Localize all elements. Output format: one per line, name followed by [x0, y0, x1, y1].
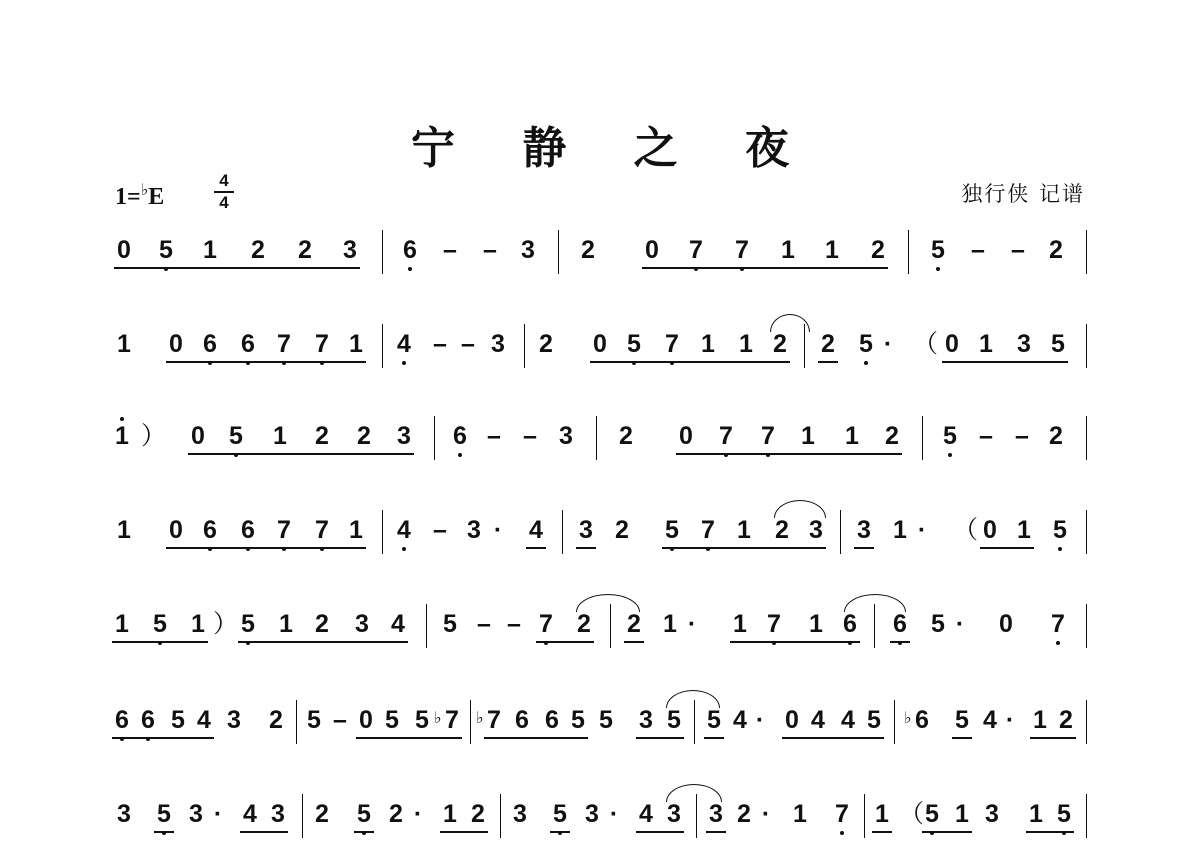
beat-underline	[484, 737, 588, 739]
tie-slur	[576, 594, 640, 612]
note: 4	[983, 706, 997, 734]
note: 4	[529, 516, 543, 544]
barline	[382, 230, 383, 274]
note: 4	[197, 706, 211, 734]
barline	[382, 324, 383, 368]
note: 3	[667, 800, 681, 828]
bracket: （	[953, 516, 979, 544]
sustain-dash: –	[487, 422, 501, 450]
note: 7	[1049, 610, 1067, 638]
note: 6	[515, 706, 529, 734]
note: 1	[117, 516, 131, 544]
note: 1	[443, 800, 457, 828]
note: 0	[191, 422, 205, 450]
note: 7	[275, 330, 293, 358]
note: 1	[1033, 706, 1047, 734]
note: 3	[585, 800, 599, 828]
note: 6	[841, 610, 859, 638]
note: 6 ♭	[904, 706, 929, 734]
beat-underline	[166, 361, 366, 363]
note: 0	[117, 236, 131, 264]
note: 3	[467, 516, 481, 544]
bracket: （	[913, 330, 939, 358]
lower-octave-dot	[936, 267, 940, 271]
note: 0	[983, 516, 997, 544]
note: 1	[893, 516, 907, 544]
beat-underline	[782, 737, 884, 739]
note: 1	[825, 236, 839, 264]
flat-accidental: ♭	[904, 708, 912, 727]
note: 1	[117, 330, 131, 358]
tie-slur	[666, 690, 720, 708]
note: 1	[737, 516, 751, 544]
beat-underline	[1030, 737, 1076, 739]
note: 1	[701, 330, 715, 358]
note: 3	[709, 800, 723, 828]
beat-underline	[636, 831, 684, 833]
note: 7	[765, 610, 783, 638]
note: 6	[545, 706, 559, 734]
upper-octave-dot	[120, 417, 124, 421]
note: 1	[875, 800, 889, 828]
note: 5	[1055, 800, 1073, 828]
lower-octave-dot	[458, 453, 462, 457]
note: 2	[577, 610, 591, 638]
note: 7 ♭	[476, 706, 501, 734]
bracket: ）	[141, 422, 167, 450]
sustain-dash: –	[1015, 422, 1029, 450]
note: 7	[717, 422, 735, 450]
lower-octave-dot	[948, 453, 952, 457]
time-signature-unit: 4	[219, 193, 229, 212]
note: 4	[395, 330, 413, 358]
note: 2	[619, 422, 633, 450]
note: 5	[157, 236, 175, 264]
sustain-dash: –	[979, 422, 993, 450]
sustain-dash: –	[523, 422, 537, 450]
note: 7	[537, 610, 555, 638]
note: 1	[203, 236, 217, 264]
note: 4	[811, 706, 825, 734]
note: 2	[269, 706, 283, 734]
note: 4	[395, 516, 413, 544]
note: 5	[1051, 330, 1065, 358]
barline	[894, 700, 895, 744]
barline	[596, 416, 597, 460]
note: 4	[639, 800, 653, 828]
note: 6	[401, 236, 419, 264]
augmentation-dot: ·	[1005, 706, 1015, 734]
note: 3	[491, 330, 505, 358]
note: 0	[999, 610, 1013, 638]
tie-slur	[844, 594, 906, 612]
beat-underline	[238, 641, 408, 643]
note: 5	[307, 706, 321, 734]
beat-underline	[440, 831, 488, 833]
augmentation-dot: ·	[755, 706, 765, 734]
note: 3	[355, 610, 369, 638]
note: 1	[663, 610, 677, 638]
note: 5	[385, 706, 399, 734]
note: 7	[759, 422, 777, 450]
note: 3	[857, 516, 871, 544]
beat-underline	[354, 831, 374, 833]
key-tonic: E	[148, 184, 165, 210]
barline	[562, 510, 563, 554]
note: 7	[687, 236, 705, 264]
note: 1	[1017, 516, 1031, 544]
note: 5	[955, 706, 969, 734]
note: 6	[239, 516, 257, 544]
beat-underline	[642, 267, 888, 269]
augmentation-dot: ·	[687, 610, 697, 638]
note: 5	[931, 610, 945, 638]
beat-underline	[922, 831, 972, 833]
note: 6	[201, 516, 219, 544]
sustain-dash: –	[461, 330, 475, 358]
note: 2	[773, 330, 787, 358]
beat-underline	[704, 737, 724, 739]
note: 2	[251, 236, 265, 264]
note: 5	[551, 800, 569, 828]
barline	[296, 700, 297, 744]
note: 2	[627, 610, 641, 638]
note: 5	[923, 800, 941, 828]
note: 1	[113, 422, 131, 450]
augmentation-dot: ·	[213, 800, 223, 828]
note: 5	[155, 800, 173, 828]
note: 3	[117, 800, 131, 828]
beat-underline	[942, 361, 1068, 363]
note: 0	[945, 330, 959, 358]
note: 1	[845, 422, 859, 450]
note: 3	[809, 516, 823, 544]
note: 3	[521, 236, 535, 264]
note: 2	[737, 800, 751, 828]
beat-underline	[854, 547, 874, 549]
lower-octave-dot	[1056, 641, 1060, 645]
note: 5	[667, 706, 681, 734]
bracket: ）	[213, 610, 239, 638]
sustain-dash: –	[433, 330, 447, 358]
augmentation-dot: ·	[609, 800, 619, 828]
beat-underline	[526, 547, 546, 549]
barline	[864, 794, 865, 838]
flat-sign: ♭	[140, 182, 149, 199]
tie-slur	[774, 500, 826, 518]
barline	[1086, 700, 1087, 744]
note: 5	[707, 706, 721, 734]
beat-underline	[550, 831, 570, 833]
lower-octave-dot	[402, 361, 406, 365]
barline	[1086, 794, 1087, 838]
note: 5	[355, 800, 373, 828]
beat-underline	[624, 641, 644, 643]
note: 3	[343, 236, 357, 264]
beat-underline	[636, 737, 684, 739]
barline	[1086, 230, 1087, 274]
note: 1	[733, 610, 747, 638]
note: 5	[929, 236, 947, 264]
note: 1	[809, 610, 823, 638]
lower-octave-dot	[1058, 547, 1062, 551]
beat-underline	[676, 453, 902, 455]
note: 7	[733, 236, 751, 264]
score-line-6	[110, 698, 1090, 768]
augmentation-dot: ·	[955, 610, 965, 638]
note: 0	[169, 330, 183, 358]
note: 1	[273, 422, 287, 450]
note: 1	[739, 330, 753, 358]
beat-underline	[188, 453, 414, 455]
note: 1	[191, 610, 205, 638]
beat-underline	[872, 831, 892, 833]
beat-underline	[112, 737, 214, 739]
note: 3	[513, 800, 527, 828]
note: 2	[471, 800, 485, 828]
note: 1	[115, 610, 129, 638]
note: 3	[189, 800, 203, 828]
note: 5	[239, 610, 257, 638]
beat-underline	[818, 361, 838, 363]
beat-underline	[890, 641, 910, 643]
note: 3	[579, 516, 593, 544]
note: 6	[239, 330, 257, 358]
note: 5	[227, 422, 245, 450]
sustain-dash: –	[483, 236, 497, 264]
beat-underline	[590, 361, 790, 363]
note: 1	[349, 516, 363, 544]
note: 1	[781, 236, 795, 264]
note: 1	[349, 330, 363, 358]
time-signature-beats: 4	[219, 171, 229, 190]
sustain-dash: –	[443, 236, 457, 264]
key-prefix: 1=	[115, 184, 141, 210]
note: 2	[298, 236, 312, 264]
transcriber-credit: 独行侠 记谱	[961, 182, 1085, 206]
note: 5	[941, 422, 959, 450]
note: 0	[593, 330, 607, 358]
note: 2	[615, 516, 629, 544]
note: 0	[169, 516, 183, 544]
barline	[470, 700, 471, 744]
note: 0	[645, 236, 659, 264]
barline	[500, 794, 501, 838]
note: 3	[559, 422, 573, 450]
note: 7	[663, 330, 681, 358]
sustain-dash: –	[1011, 236, 1025, 264]
sustain-dash: –	[507, 610, 521, 638]
note: 2	[315, 422, 329, 450]
barline	[1086, 604, 1087, 648]
note: 6	[113, 706, 131, 734]
note: 2	[581, 236, 595, 264]
note: 6	[451, 422, 469, 450]
augmentation-dot: ·	[761, 800, 771, 828]
score-line-1	[110, 228, 1090, 298]
note: 2	[357, 422, 371, 450]
note: 5	[151, 610, 169, 638]
note: 3	[271, 800, 285, 828]
note: 2	[871, 236, 885, 264]
beat-underline	[662, 547, 826, 549]
barline	[302, 794, 303, 838]
note: 2	[1049, 236, 1063, 264]
sustain-dash: –	[477, 610, 491, 638]
note: 5	[857, 330, 875, 358]
score-line-3	[110, 414, 1090, 484]
page-title: 宁 静 之 夜	[411, 123, 815, 174]
note: 2	[539, 330, 553, 358]
note: 2	[389, 800, 403, 828]
barline	[1086, 324, 1087, 368]
beat-underline	[240, 831, 288, 833]
note: 5	[1051, 516, 1069, 544]
note: 3	[397, 422, 411, 450]
note: 5	[443, 610, 457, 638]
beat-underline	[952, 737, 972, 739]
beat-underline	[1026, 831, 1074, 833]
note: 6	[139, 706, 157, 734]
bracket: （	[899, 800, 925, 828]
note: 2	[315, 800, 329, 828]
score-line-4	[110, 508, 1090, 578]
note: 1	[955, 800, 969, 828]
note: 4	[243, 800, 257, 828]
note: 5	[415, 706, 429, 734]
note: 4	[841, 706, 855, 734]
note: 1	[979, 330, 993, 358]
barline	[382, 510, 383, 554]
beat-underline	[356, 737, 462, 739]
barline	[434, 416, 435, 460]
note: 2	[821, 330, 835, 358]
note: 6	[201, 330, 219, 358]
augmentation-dot: ·	[413, 800, 423, 828]
note: 1	[279, 610, 293, 638]
note: 0	[785, 706, 799, 734]
note: 5	[571, 706, 585, 734]
lower-octave-dot	[864, 361, 868, 365]
barline	[1086, 416, 1087, 460]
note: 7	[313, 516, 331, 544]
sustain-dash: –	[971, 236, 985, 264]
note: 7	[833, 800, 851, 828]
note: 0	[679, 422, 693, 450]
note: 2	[885, 422, 899, 450]
note: 5	[867, 706, 881, 734]
note: 4	[733, 706, 747, 734]
augmentation-dot: ·	[917, 516, 927, 544]
barline	[524, 324, 525, 368]
note: 4	[391, 610, 405, 638]
score-line-7	[110, 792, 1090, 850]
augmentation-dot: ·	[493, 516, 503, 544]
note: 1	[793, 800, 807, 828]
note: 7	[699, 516, 717, 544]
barline	[426, 604, 427, 648]
lower-octave-dot	[408, 267, 412, 271]
lower-octave-dot	[840, 831, 844, 835]
note: 2	[1049, 422, 1063, 450]
note: 7	[313, 330, 331, 358]
note: 5	[625, 330, 643, 358]
barline	[840, 510, 841, 554]
beat-underline	[980, 547, 1034, 549]
beat-underline	[166, 547, 366, 549]
beat-underline	[114, 267, 360, 269]
note: 5	[599, 706, 613, 734]
note: 3	[227, 706, 241, 734]
barline	[908, 230, 909, 274]
note: 3	[1017, 330, 1031, 358]
barline	[1086, 510, 1087, 554]
note: 6	[891, 610, 909, 638]
tie-slur	[666, 784, 722, 802]
beat-underline	[706, 831, 726, 833]
note: 5	[663, 516, 681, 544]
note: 1	[1029, 800, 1043, 828]
beat-underline	[154, 831, 174, 833]
note: 0	[359, 706, 373, 734]
note: 3	[639, 706, 653, 734]
note: 5	[171, 706, 185, 734]
barline	[922, 416, 923, 460]
augmentation-dot: ·	[883, 330, 893, 358]
note: 2	[315, 610, 329, 638]
score-line-2	[110, 322, 1090, 392]
lower-octave-dot	[402, 547, 406, 551]
sustain-dash: –	[333, 706, 347, 734]
beat-underline	[112, 641, 208, 643]
beat-underline	[536, 641, 594, 643]
note: 1	[801, 422, 815, 450]
beat-underline	[576, 547, 596, 549]
flat-accidental: ♭	[476, 708, 484, 727]
note: 7	[275, 516, 293, 544]
note: 2	[775, 516, 789, 544]
note: 2	[1059, 706, 1073, 734]
tie-slur	[770, 314, 810, 332]
flat-accidental: ♭	[434, 708, 442, 727]
note: 7 ♭	[434, 706, 459, 734]
barline	[558, 230, 559, 274]
sustain-dash: –	[433, 516, 447, 544]
note: 3	[985, 800, 999, 828]
beat-underline	[730, 641, 860, 643]
score-line-5	[110, 602, 1090, 672]
